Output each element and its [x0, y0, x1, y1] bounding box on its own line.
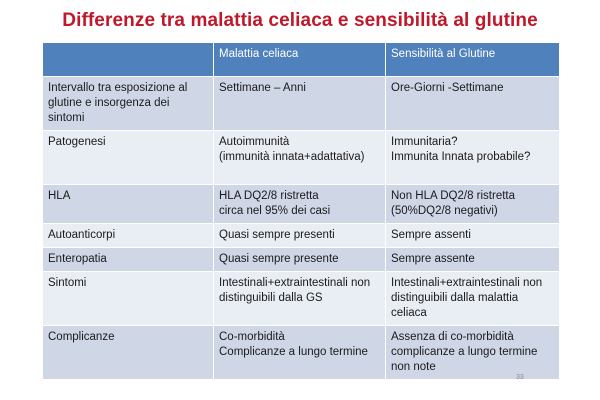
celiac-cell: Quasi sempre presenti — [214, 224, 386, 248]
table-header-row — [43, 43, 560, 77]
table-row — [43, 224, 560, 248]
celiac-cell: Autoimmunità (immunità innata+adattativa) — [214, 131, 386, 185]
row-label: Sintomi — [43, 272, 214, 326]
row-label: Complicanze — [43, 326, 214, 380]
celiac-cell: Settimane – Anni — [214, 77, 386, 131]
sensitivity-cell: Sempre assenti — [386, 224, 560, 248]
slide-title: Differenze tra malattia celiaca e sensibilità al glutine — [62, 10, 538, 31]
row-label: Enteropatia — [43, 248, 214, 272]
header-cell-gluten-sensitivity: Sensibilità al Glutine — [386, 43, 560, 77]
row-label: Autoanticorpi — [43, 224, 214, 248]
table-row — [43, 77, 560, 131]
sensitivity-cell: Immunitaria? Immunita Innata probabile? — [386, 131, 560, 185]
celiac-cell: Co-morbidità Complicanze a lungo termine — [214, 326, 386, 380]
page-number: 33 — [516, 374, 524, 381]
sensitivity-cell: Assenza di co-morbidità complicanze a lungo termine non note — [386, 326, 560, 380]
row-label: Patogenesi — [43, 131, 214, 185]
comparison-table — [42, 42, 560, 380]
celiac-cell: HLA DQ2/8 ristretta circa nel 95% dei casi — [214, 185, 386, 224]
table-row — [43, 326, 560, 380]
sensitivity-cell: Non HLA DQ2/8 ristretta (50%DQ2/8 negativi) — [386, 185, 560, 224]
sensitivity-cell: Sempre assente — [386, 248, 560, 272]
row-label: Intervallo tra esposizione al glutine e insorgenza dei sintomi — [43, 77, 214, 131]
header-cell-empty — [43, 43, 214, 77]
sensitivity-cell: Ore-Giorni -Settimane — [386, 77, 560, 131]
celiac-cell: Quasi sempre presente — [214, 248, 386, 272]
row-label: HLA — [43, 185, 214, 224]
table-row — [43, 131, 560, 185]
celiac-cell: Intestinali+extraintestinali non distinguibili dalla GS — [214, 272, 386, 326]
table-row — [43, 185, 560, 224]
table-row — [43, 248, 560, 272]
header-cell-celiac: Malattia celiaca — [214, 43, 386, 77]
table-row — [43, 272, 560, 326]
sensitivity-cell: Intestinali+extraintestinali non distinguibili dalla malattia celiaca — [386, 272, 560, 326]
